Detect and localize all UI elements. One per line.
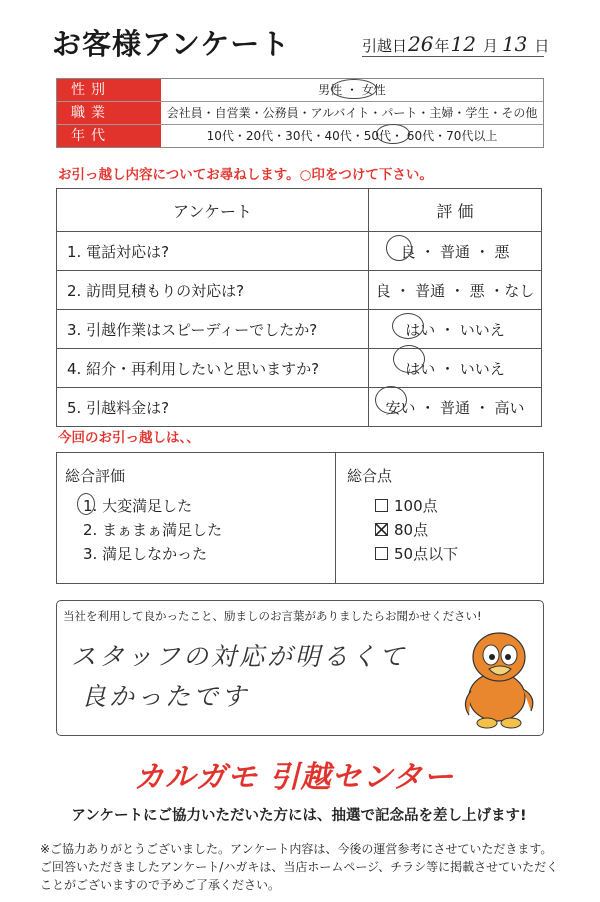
day-unit: 日 <box>534 37 550 55</box>
table-row <box>57 271 542 310</box>
answer-options[interactable]: はい ・ いいえ <box>369 310 542 349</box>
checkbox-icon[interactable] <box>375 499 388 512</box>
answer-options[interactable]: はい ・ いいえ <box>369 349 542 388</box>
profile-value[interactable]: 男性 ・ 女性 <box>318 83 386 97</box>
handwritten-comment-line: スタッフの対応が明るくて <box>71 642 408 671</box>
profile-label: 職業 <box>57 102 161 124</box>
footer-notice-line: ことがございますので予めご了承ください。 <box>40 878 281 892</box>
overall-option[interactable]: 2. まぁまぁ満足した <box>83 521 223 539</box>
selection-circle <box>393 345 425 373</box>
footer-notice-line: ご回答いただきましたアンケート/ハガキは、当店ホームページ、チラシ等に掲載させていただく <box>40 860 559 874</box>
year-unit: 年 <box>434 37 450 55</box>
handwritten-comment-line: 良かったです <box>81 682 250 711</box>
date-underline <box>362 56 544 57</box>
questions-intro: お引っ越し内容についてお尋ねします。○印をつけて下さい。 <box>58 167 433 183</box>
question-text: 1. 電話対応は? <box>57 232 369 271</box>
gift-notice: アンケートにご協力いただいた方には、抽選で記念品を差し上げます! <box>71 808 527 824</box>
answer-options[interactable]: 良 ・ 普通 ・ 悪 <box>369 232 542 271</box>
footer-notice-line: ※ご協力ありがとうございました。アンケート内容は、今後の運営参考にさせていただきます。 <box>40 842 553 856</box>
checkbox-icon[interactable] <box>375 547 388 560</box>
questions-table <box>56 188 542 427</box>
date-year: 26 <box>408 32 434 56</box>
comment-prompt: 当社を利用して良かったこと、励ましのお言葉がありましたらお聞かせください! <box>63 609 482 623</box>
score-label: 100点 <box>394 497 438 515</box>
table-header-row <box>57 189 542 232</box>
selection-circle <box>331 79 377 99</box>
question-text: 3. 引越作業はスピーディーでしたか? <box>57 310 369 349</box>
profile-table <box>56 78 544 148</box>
answer-options[interactable]: 安い ・ 普通 ・ 高い <box>369 388 542 427</box>
selection-circle <box>392 313 424 339</box>
table-row <box>57 349 542 388</box>
date-day: 13 <box>501 32 528 56</box>
profile-label: 年代 <box>57 125 161 147</box>
summary-divider <box>335 453 336 583</box>
selection-circle <box>376 124 410 144</box>
score-title: 総合点 <box>347 467 393 485</box>
date-month: 12 <box>450 32 476 56</box>
profile-row-occupation <box>57 102 543 125</box>
table-row <box>57 310 542 349</box>
profile-value[interactable]: 会社員・自営業・公務員・アルバイト・パート・主婦・学生・その他 <box>166 106 538 120</box>
selection-circle <box>375 386 407 414</box>
score-option[interactable] <box>375 543 458 564</box>
date-label: 引越日 <box>362 37 408 55</box>
score-option[interactable] <box>375 519 428 540</box>
overall-title: 総合評価 <box>65 467 126 485</box>
score-label: 50点以下 <box>394 545 459 563</box>
profile-label: 性別 <box>57 79 161 101</box>
header-question: アンケート <box>57 189 369 232</box>
summary-box <box>56 452 544 584</box>
profile-row-gender <box>57 79 543 102</box>
summary-intro: 今回のお引っ越しは、、 <box>58 430 200 446</box>
question-text: 2. 訪問見積もりの対応は? <box>57 271 369 310</box>
overall-option[interactable]: 3. 満足しなかった <box>83 545 208 563</box>
overall-option[interactable]: 1. 大変満足した <box>83 497 193 515</box>
company-brand: カルガモ 引越センター <box>134 760 455 795</box>
check-mark-icon <box>376 524 387 535</box>
month-unit: 月 <box>482 37 498 55</box>
selection-circle <box>386 235 412 261</box>
duck-mascot-icon <box>459 625 541 731</box>
survey-title: お客様アンケート <box>52 27 291 61</box>
score-option[interactable] <box>375 495 438 516</box>
table-row <box>57 232 542 271</box>
score-label: 80点 <box>394 521 429 539</box>
answer-options[interactable]: 良 ・ 普通 ・ 悪 ・なし <box>369 271 542 310</box>
profile-value[interactable]: 10代・20代・30代・40代・50代・ 60代・70代以上 <box>206 129 498 143</box>
question-text: 4. 紹介・再利用したいと思いますか? <box>57 349 369 388</box>
profile-row-age <box>57 125 543 147</box>
table-row <box>57 388 542 427</box>
header-rating: 評 価 <box>369 189 542 232</box>
selection-circle <box>77 493 95 515</box>
comment-box[interactable] <box>56 600 544 736</box>
moving-date <box>362 32 549 56</box>
checked-checkbox-icon[interactable] <box>375 523 388 536</box>
question-text: 5. 引越料金は? <box>57 388 369 427</box>
